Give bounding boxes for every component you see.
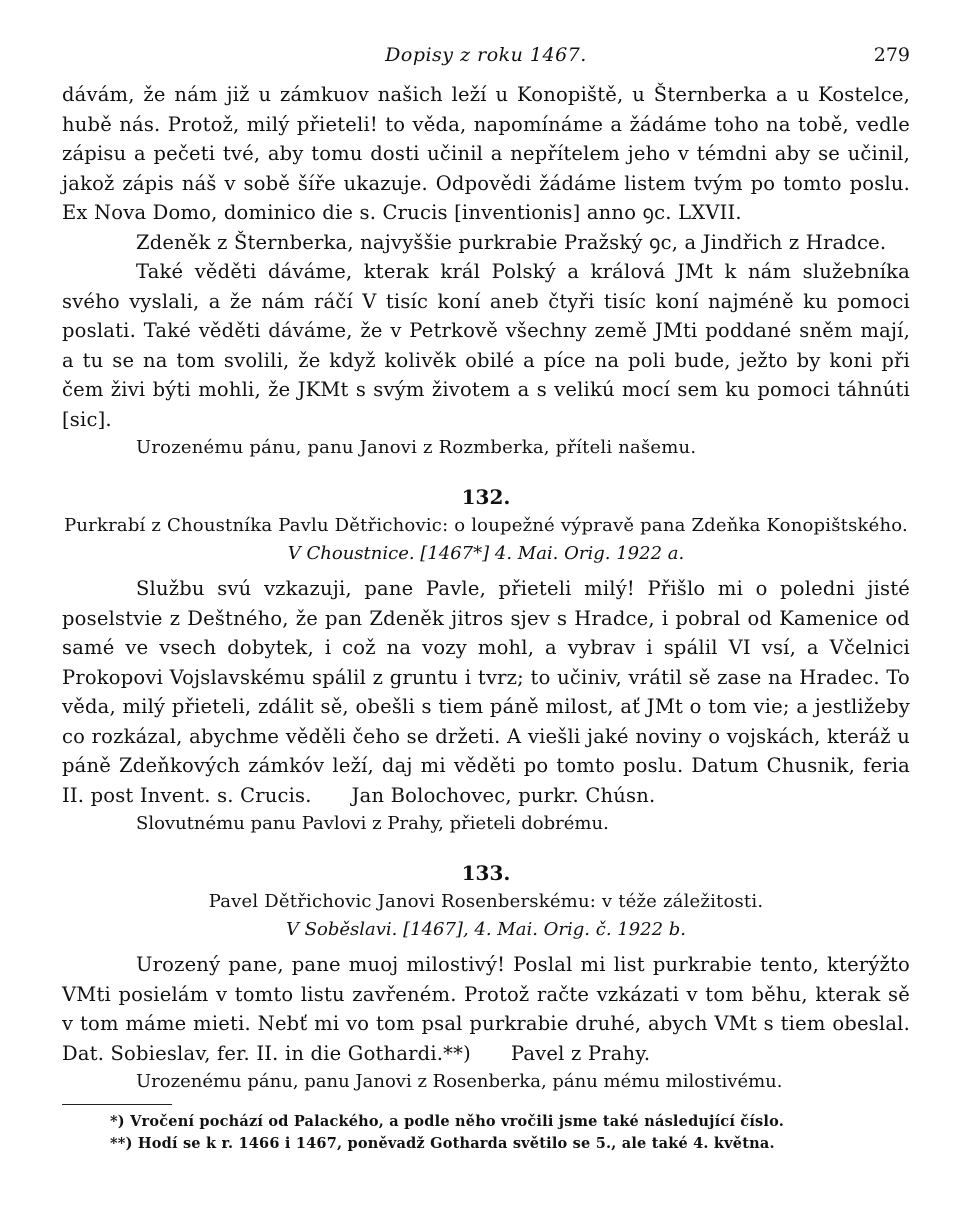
letter-132-address: Slovutnému panu Pavlovi z Prahy, přieteli dobrému.: [136, 813, 609, 834]
letter-132-signature: Jan Bolochovec, purkr. Chúsn.: [351, 783, 656, 807]
letter-131-signature: Zdeněk z Šternberka, najvyššie purkrabie Pražský ꝯc, a Jindřich z Hradce.: [136, 230, 887, 254]
letter-133-number: 133.: [461, 861, 511, 885]
letter-133-text: Urozený pane, pane muoj milostivý! Poslal mi list purkrabie tento, kterýžto VMti posielám v tomto listu zavřeném. Protož račte vzkázati v tom běhu, kterak sě v tom máme mieti. Nebť mi vo tom psal purkrabie druhé, abych VMt s tiem obeslal. Dat. Sobieslav, fer. II. in die Gothardi.**): [62, 953, 910, 1065]
letter-133-signature: Pavel z Prahy.: [510, 1041, 651, 1065]
letter-133: [62, 858, 910, 1096]
letter-132-number: 132.: [461, 485, 511, 509]
continued-letter: [62, 80, 910, 462]
letter-133-body: [62, 950, 910, 1068]
letter-133-source: V Soběslavi. [1467], 4. Mai. Orig. č. 1922 b.: [285, 919, 687, 940]
running-title: Dopisy z roku 1467.: [385, 44, 587, 66]
letter-132-heading: Purkrabí z Choustníka Pavlu Dětřichovic: o loupežné výpravě pana Zdeňka Konopištského.: [64, 515, 908, 536]
footnotes: [62, 1104, 910, 1155]
letter-133-heading: Pavel Dětřichovic Janovi Rosenberskému: v téže záležitosti.: [208, 891, 764, 912]
page-number: 279: [873, 44, 910, 66]
letter-132-text: Službu svú vzkazuji, pane Pavle, přieteli milý! Přišlo mi o poledni jisté poselstvie z Deštného, že pan Zdeněk jitros sjev s Hradce, i pobral od Kamenice od samé ve vsech dobytek, i což na vozy mohl, a vybrav i spálil VI vsí, a Včelnici Prokopovi Vojslavskému spálil z gruntu i tvrz; to učiniv, vrátil sě zase na Hradec. To věda, milý přieteli, zdálit sě, obešli s tiem páně milost, ať JMt o tom vie; a jestližeby co rozkázal, abychme věděli čeho se držeti. A viešli jaké noviny o vojskách, kteráž u páně Zdeňkových zámkóv leží, daj mi věděti po tomto poslu. Datum Chusnik, feria II. post Invent. s. Crucis.: [62, 577, 910, 807]
letter-131-body-end: dávám, že nám již u zámkuov našich leží u Konopiště, u Šternberka a u Kostelce, hubě nás. Protož, milý přieteli! to věda, napomínáme a žádáme toho na tobě, vedle zápisu a pečeti tvé, aby tomu dosti učinil a nepřítelem jeho v témdni aby se učinil, jakož zápis náš v sobě šíře ukazuje. Odpovědi žádáme listem tvým po tomto poslu. Ex Nova Domo, dominico die s. Crucis [inventionis] anno ꝯc. LXVII.: [62, 83, 910, 224]
running-header: [62, 44, 910, 80]
footnote-1: *) Vročení pochází od Palackého, a podle něho vročili jsme také následující číslo.: [110, 1113, 784, 1130]
letter-131-address: Urozenému pánu, panu Janovi z Rozmberka, příteli našemu.: [136, 437, 697, 458]
letter-133-address: Urozenému pánu, panu Janovi z Rosenberka, pánu mému milostivému.: [136, 1071, 783, 1092]
letter-132-source: V Choustnice. [1467*] 4. Mai. Orig. 1922 a.: [287, 543, 685, 564]
footnote-2: **) Hodí se k r. 1466 i 1467, poněvadž Gotharda světilo se 5., ale také 4. května.: [110, 1135, 775, 1152]
document-page: [62, 44, 910, 1155]
letter-132: [62, 482, 910, 838]
footnote-rule: [62, 1104, 172, 1105]
letter-131-postscript: Také věděti dáváme, kterak král Polský a králová JMt k nám služebníka svého vyslali, a že nám ráčí V tisíc koní aneb čtyři tisíc koní najméně ku pomoci poslati. Také věděti dáváme, že v Petrkově všechny země JMti poddané sněm mají, a tu se na tom svolili, že když kolivěk obilé a píce na poli bude, ježto by koni při čem živi býti mohli, že JKMt s svým životem a s velikú mocí sem ku pomoci táhnúti [sic].: [62, 260, 910, 431]
letter-132-body: [62, 574, 910, 810]
